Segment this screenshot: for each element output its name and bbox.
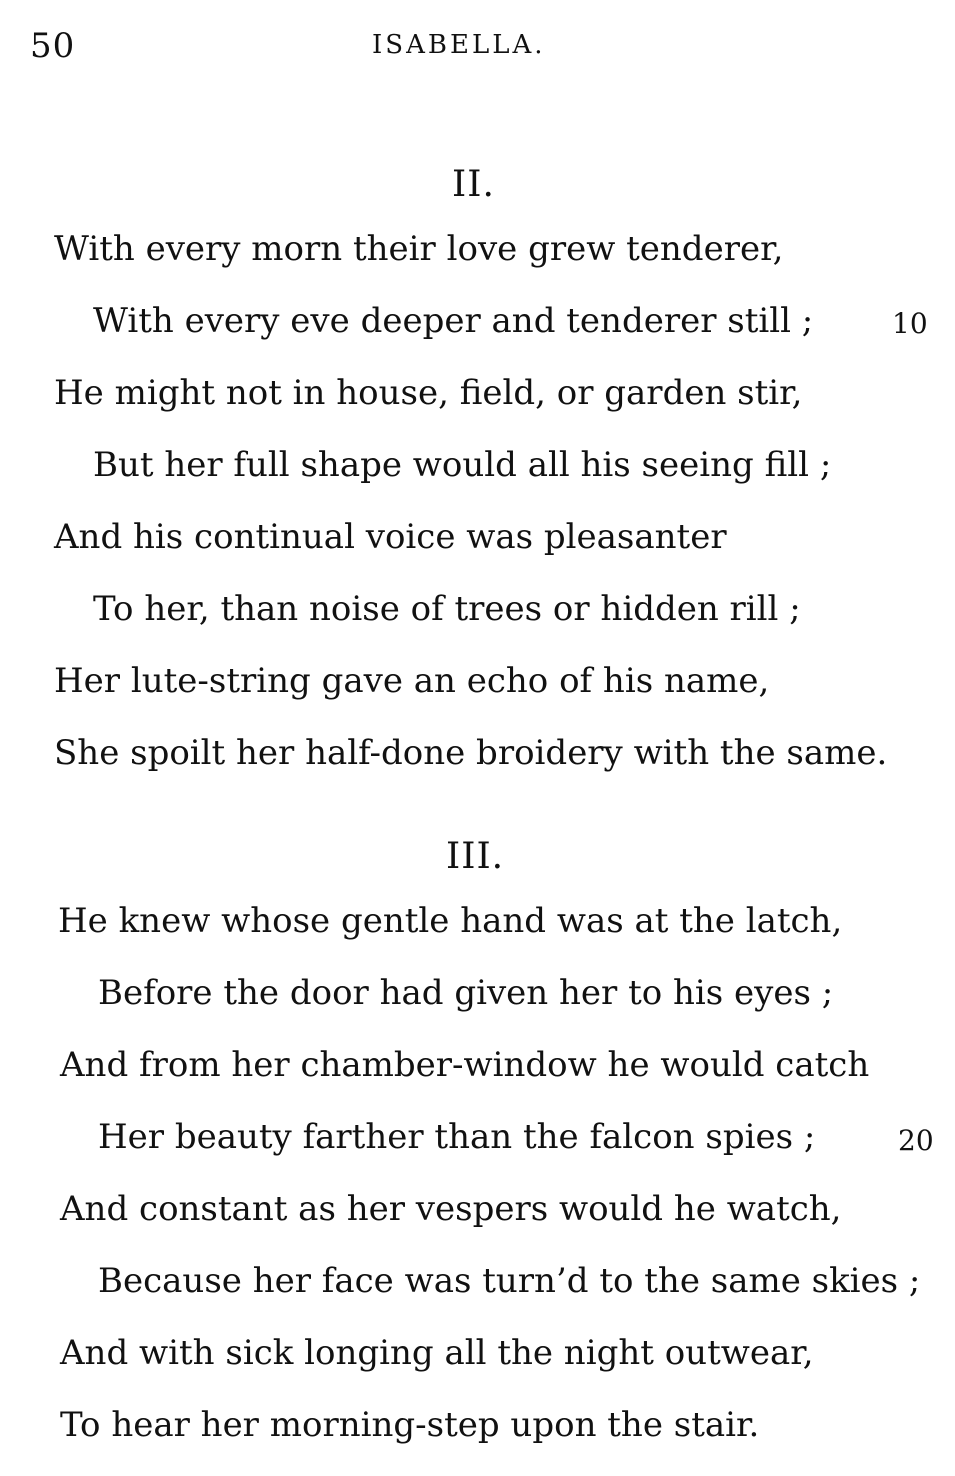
line-number: 20	[898, 1124, 934, 1157]
line-number: 10	[892, 307, 928, 340]
verse-line: And with sick longing all the night outwear,	[60, 1333, 814, 1373]
page-number: 50	[30, 26, 76, 66]
verse-line: Before the door had given her to his eyes ;	[98, 973, 834, 1013]
verse-line: Her beauty farther than the falcon spies ;	[98, 1117, 816, 1157]
verse-line: To her, than noise of trees or hidden rill ;	[93, 589, 801, 629]
verse-line: Her lute-string gave an echo of his name,	[54, 661, 770, 701]
verse-line: And constant as her vespers would he watch,	[60, 1189, 842, 1229]
running-title: ISABELLA.	[372, 30, 546, 60]
verse-line: To hear her morning-step upon the stair.	[60, 1405, 760, 1445]
verse-line: She spoilt her half-done broidery with the same.	[54, 733, 888, 773]
verse-line: He might not in house, field, or garden stir,	[54, 373, 803, 413]
verse-line: And from her chamber-window he would catch	[60, 1045, 870, 1085]
stanza-number: III.	[446, 836, 505, 877]
stanza-number: II.	[452, 164, 495, 205]
verse-line: With every morn their love grew tenderer,	[54, 229, 784, 269]
verse-line: He knew whose gentle hand was at the latch,	[58, 901, 843, 941]
verse-line: But her full shape would all his seeing fill ;	[93, 445, 832, 485]
verse-line: With every eve deeper and tenderer still ;	[93, 301, 814, 341]
verse-line: Because her face was turn’d to the same skies ;	[98, 1261, 921, 1301]
verse-line: And his continual voice was pleasanter	[54, 517, 727, 557]
